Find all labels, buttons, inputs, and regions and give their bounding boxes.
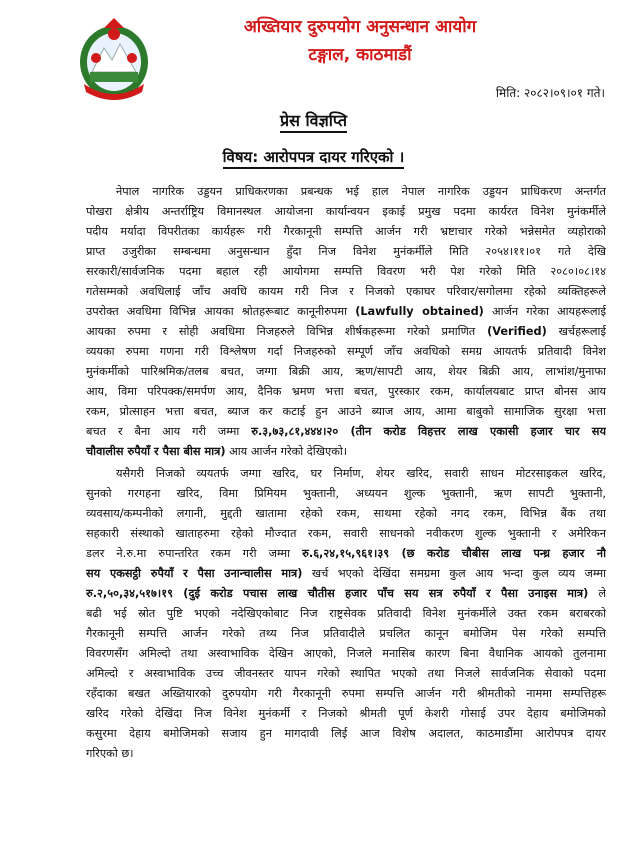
text-segment: पोखरा क्षेत्रीय अन्तर्राष्ट्रिय विमानस्थल आयोजना कार्यान्वयन इकाई प्रमुख पदमा कार्यरत विनेश मुनंकर्मीले [86, 205, 606, 218]
text-segment: विवरणसँग अमिल्दो तथा अस्वाभाविक देखिन आएको, निजले मनासिब कारण बिना वैधानिक आयको तुलनामा [86, 647, 606, 660]
text-line [86, 584, 606, 604]
text-segment: अमिल्दो र अस्वाभाविक उच्च जीवनस्तर यापन गरेको स्थापित भएको तथा निजले सार्वजनिक सेवाको पदमा [86, 667, 606, 680]
text-segment: आर्जन गरेका आयहरूलाई [483, 305, 606, 318]
text-line [86, 282, 606, 302]
text-segment: उपरोक्त अवधिमा विभिन्न आयका श्रोतहरूबाट कानूनीरुपमा [86, 305, 356, 318]
text-segment: ले [588, 587, 606, 600]
text-line [86, 464, 606, 484]
text-segment: कसुरमा देहाय बमोजिमको सजाय हुन मागदावी लिई आज विशेष अदालत, काठमाडौंमा आरोपपत्र दायर [86, 727, 606, 740]
press-release-title: प्रेस विज्ञप्ति [280, 111, 347, 133]
text-segment: व्ययका रुपमा गणना गरी विश्लेषण गर्दा निजहरुको सम्पूर्ण जाँच अवधिको समग्र आयतर्फ प्रतिवादी विनेश [86, 345, 606, 358]
text-segment: सुनको गरगहना खरिद, विमा प्रिमियम भुक्तानी, अध्ययन शुल्क भुक्तानी, ऋण सापटी भुक्तानी, [86, 487, 606, 500]
nepal-emblem-icon [76, 18, 152, 102]
text-line [86, 202, 606, 222]
text-line [86, 524, 606, 544]
emphasized-text: (Verified) [487, 325, 547, 338]
text-segment: व्यवसाय/कम्पनीको लगानी, मुद्दती खातामा रहेको रकम, साथमा रहेको नगद रकम, विभिन्न बैंक तथा [86, 507, 606, 520]
text-segment: आयका रुपमा र सोही अवधिमा निजहरुले विभिन्न शीर्षकहरूमा गरेको प्रमाणित [86, 325, 488, 338]
emphasized-text: रु.२,५०,३४,५१७।१९ (दुई करोड पचास लाख चौतीस हजार पाँच सय सत्र रुपैयाँ र पैसा उनाइस मात्र) [86, 587, 589, 600]
text-line [86, 644, 606, 664]
subject-line: विषय: आरोपपत्र दायर गरिएको । [223, 148, 405, 169]
text-segment: खरिद गरेको देखिंदा निज विनेश मुनंकर्मी र निजको श्रीमती पूर्ण केशरी गोसाई उपर देहाय बमोजिमको [86, 707, 606, 720]
text-line [86, 744, 606, 764]
text-segment: सहकारी संस्थाको खाताहरुमा रहेको मौज्दात रकम, सवारी साधनको नवीकरण शुल्क भुक्तानी र अमेरिकन [86, 527, 606, 540]
text-line [86, 222, 606, 242]
text-line [86, 704, 606, 724]
text-line [86, 402, 606, 422]
text-line [86, 182, 606, 202]
text-segment: पदीय मर्यादा विपरीतका कार्यहरू गरी गैरकानूनी सम्पत्ति आर्जन गरी भ्रष्टाचार गरेको भन्नेसमेत व्यहोराको [86, 225, 606, 238]
text-segment: मुनंकर्मीको पारिश्रमिक/तलब बचत, जग्गा बिक्री आय, ऋण/सापटी आय, शेयर बिक्री आय, लाभांश/मुनाफा [86, 365, 606, 378]
emphasized-text: (Lawfully obtained) [355, 305, 484, 318]
text-segment: आय आर्जन गरेको देखिएको। [225, 445, 348, 458]
text-segment: रहँदाका बखत अख्तियारको दुरुपयोग गरी गैरकानूनी रुपमा सम्पत्ति आर्जन गरी श्रीमतीको नाममा सम्पत्तिहरू [86, 687, 606, 700]
organization-name: अख्तियार दुरुपयोग अनुसन्धान आयोग [243, 17, 477, 37]
paragraph-income [86, 182, 606, 462]
emphasized-text: रु.६,२४,१५,९६१।३९ (छ करोड चौबीस लाख पन्ध्र हजार नौ [302, 547, 606, 560]
text-line [86, 504, 606, 524]
text-segment: आय, विमा परिपक्क/समर्पण आय, दैनिक भ्रमण भत्ता बचत, पुरस्कार रकम, कार्यालयबाट प्राप्त बोनस आय [86, 385, 606, 398]
emphasized-text: चौवालीस रुपैयाँ र पैसा बीस मात्र) [86, 445, 226, 458]
issue-date: मिति: २०८२।०९।०१ गते। [495, 86, 605, 100]
text-segment: गरिएको छ। [86, 747, 134, 760]
text-segment: डलर ने.रु.मा रुपान्तरित रकम गरी जम्मा [86, 547, 303, 560]
text-segment: यसैगरी निजको व्ययतर्फ जग्गा खरिद, घर निर्माण, शेयर खरिद, सवारी साधन मोटरसाइकल खरिद, [116, 467, 606, 480]
text-line [86, 664, 606, 684]
text-line [86, 422, 606, 442]
text-line [86, 382, 606, 402]
emphasized-text: रु.३,७३,८१,४४४।२० (तीन करोड विहत्तर लाख एकासी हजार चार सय [251, 425, 606, 438]
paragraph-expense [86, 464, 606, 764]
text-line [86, 342, 606, 362]
text-segment: बढी भई स्रोत पुष्टि भएको नदेखिएकोबाट निज राष्ट्रसेवक प्रतिवादी विनेश मुनंकर्मीले उक्त रकम बराबरको [86, 607, 606, 620]
text-line [86, 362, 606, 382]
text-line [86, 604, 606, 624]
text-line [86, 322, 606, 342]
text-line [86, 442, 606, 462]
text-line [86, 624, 606, 644]
text-segment: गतेसम्मको अवधिलाई जाँच अवधि कायम गरी निज र निजको एकाघर परिवार/सगोलमा रहेको व्यक्तिहरूले [86, 285, 606, 298]
text-segment: खर्च भएको देखिंदा समग्रमा कुल आय भन्दा कुल व्यय जम्मा [302, 567, 606, 580]
text-line [86, 484, 606, 504]
text-segment: बचत र बैना आय गरी जम्मा [86, 425, 252, 438]
text-line [86, 564, 606, 584]
text-line [86, 262, 606, 282]
text-line [86, 242, 606, 262]
text-line [86, 302, 606, 322]
press-release-body [86, 182, 606, 764]
text-segment: प्राप्त उजुरीका सम्बन्धमा अनुसन्धान हुँदा निज विनेश मुनंकर्मीले मिति २०५४।११।०१ गते देखि [86, 245, 606, 258]
text-line [86, 544, 606, 564]
text-segment: रकम, प्रोत्साहन भत्ता बचत, ब्याज कर कटाई हुन आउने ब्याज आय, आमा बाबुको सामाजिक सुरक्षा भत्ता [86, 405, 606, 418]
text-line [86, 684, 606, 704]
text-segment: खर्चहरूलाई [546, 325, 606, 338]
emphasized-text: सय एकसट्ठी रुपैयाँ र पैसा उनान्चालीस मात्र) [86, 567, 303, 580]
text-line [86, 724, 606, 744]
text-segment: सरकारी/सार्वजनिक पदमा बहाल रही आयोगमा सम्पत्ति विवरण भरी पेश गरेको मिति २०८०।०८।१४ [86, 265, 606, 278]
text-segment: नेपाल नागरिक उड्डयन प्राधिकरणका प्रबन्धक भई हाल नेपाल नागरिक उड्डयन प्राधिकरण अन्तर्गत [116, 185, 606, 198]
text-segment: गैरकानूनी सम्पत्ति आर्जन गरेको तथ्य निज प्रतिवादीले प्रचलित कानून बमोजिम पेस गरेको सम्पत्ति [86, 627, 606, 640]
organization-location: टङ्गाल, काठमाडौं [308, 45, 412, 65]
